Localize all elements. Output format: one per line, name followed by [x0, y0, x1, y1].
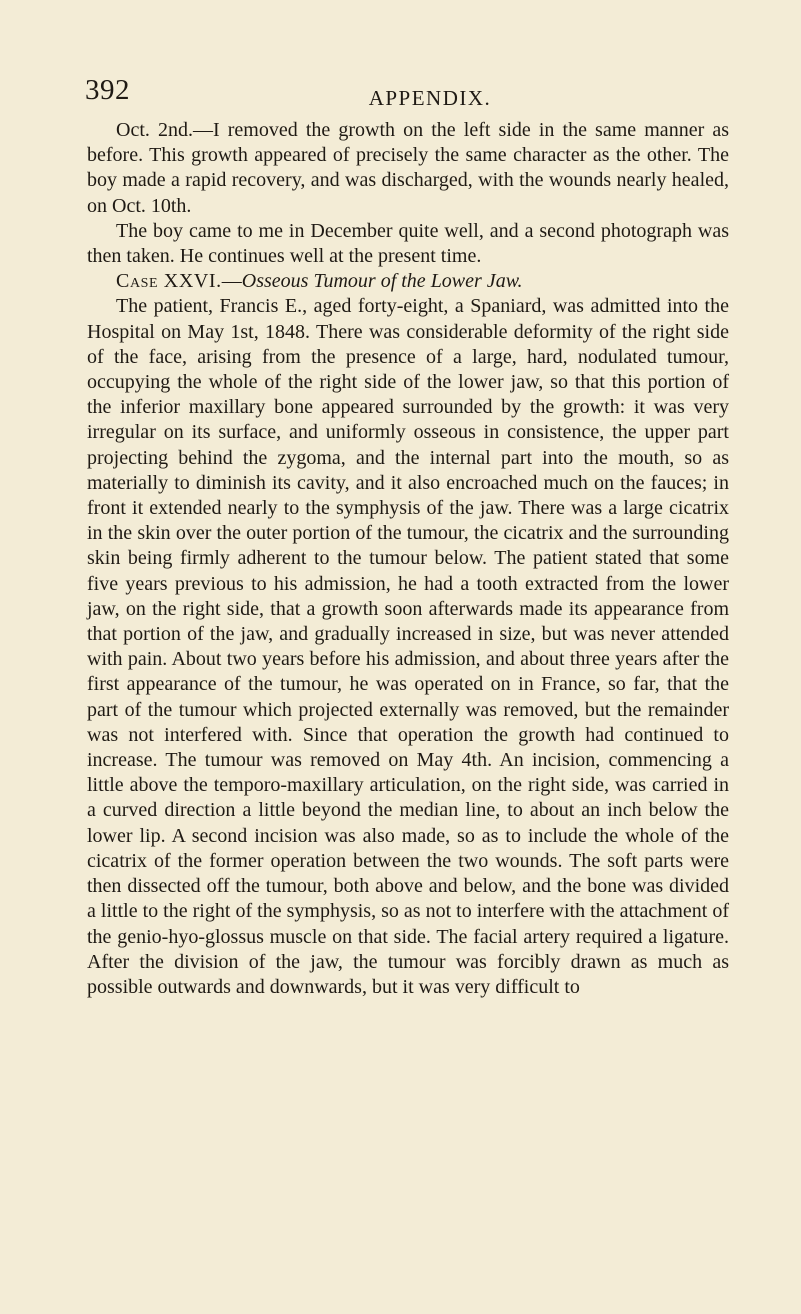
running-header [87, 0, 729, 118]
case-heading [87, 269, 729, 294]
body-text [87, 118, 729, 1000]
page-number: 392 [85, 74, 130, 106]
paragraph-oct-2nd: Oct. 2nd.—I removed the growth on the left side in the same manner as before. This growth appeared of precisely the same character as the other. The boy made a rapid recovery, and was discharged, with the wounds nearly healed, on Oct. 10th. [87, 119, 729, 217]
case-label: Case XXVI. [116, 270, 222, 293]
case-dash: — [221, 270, 242, 293]
paragraph-december: The boy came to me in December quite well, and a second photograph was then taken. He continues well at the present time. [87, 219, 729, 268]
paragraph-case-description: The patient, Francis E., aged forty-eight, a Spaniard, was admitted into the Hospital on May 1st, 1848. There was considerable deformity of the right side of the face, arising from the presence of a large, hard, nodulated tumour, occupying the whole of the right side of the lower jaw, so that this portion of the inferior maxillary bone appeared surrounded by the growth: it was very irregular on its surface, and uniformly osseous in consistence, the upper part projecting behind the zygoma, and the internal part into the mouth, so as materially to diminish its cavity, and it also encroached much on the fauces; in front it extended nearly to the symphysis of the jaw. There was a large cicatrix in the skin over the outer portion of the tumour, the cicatrix and the surrounding skin being firmly adherent to the tumour below. The patient stated that some five years previous to his admission, he had a tooth extracted from the lower jaw, on the right side, that a growth soon afterwards made its appearance from that portion of the jaw, and gradually increased in size, but was never attended with pain. About two years before his admission, and about three years after the first appearance of the tumour, he was operated on in France, so far, that the part of the tumour which projected externally was removed, but the remainder was not interfered with. Since that operation the growth had continued to increase. The tumour was removed on May 4th. An incision, commencing a little above the temporo-maxillary articulation, on the right side, was carried in a curved direction a little beyond the median line, to about an inch below the lower lip. A second incision was also made, so as to include the whole of the cicatrix of the former operation between the two wounds. The soft parts were then dissected off the tumour, both above and below, and the bone was divided a little to the right of the symphysis, so as not to interfere with the attachment of the genio-hyo-glossus muscle on that side. The facial artery required a ligature. After the division of the jaw, the tumour was forcibly drawn as much as possible outwards and downwards, but it was very difficult to [87, 295, 729, 998]
running-title: APPENDIX. [368, 86, 492, 110]
case-title: Osseous Tumour of the Lower Jaw. [241, 270, 523, 293]
